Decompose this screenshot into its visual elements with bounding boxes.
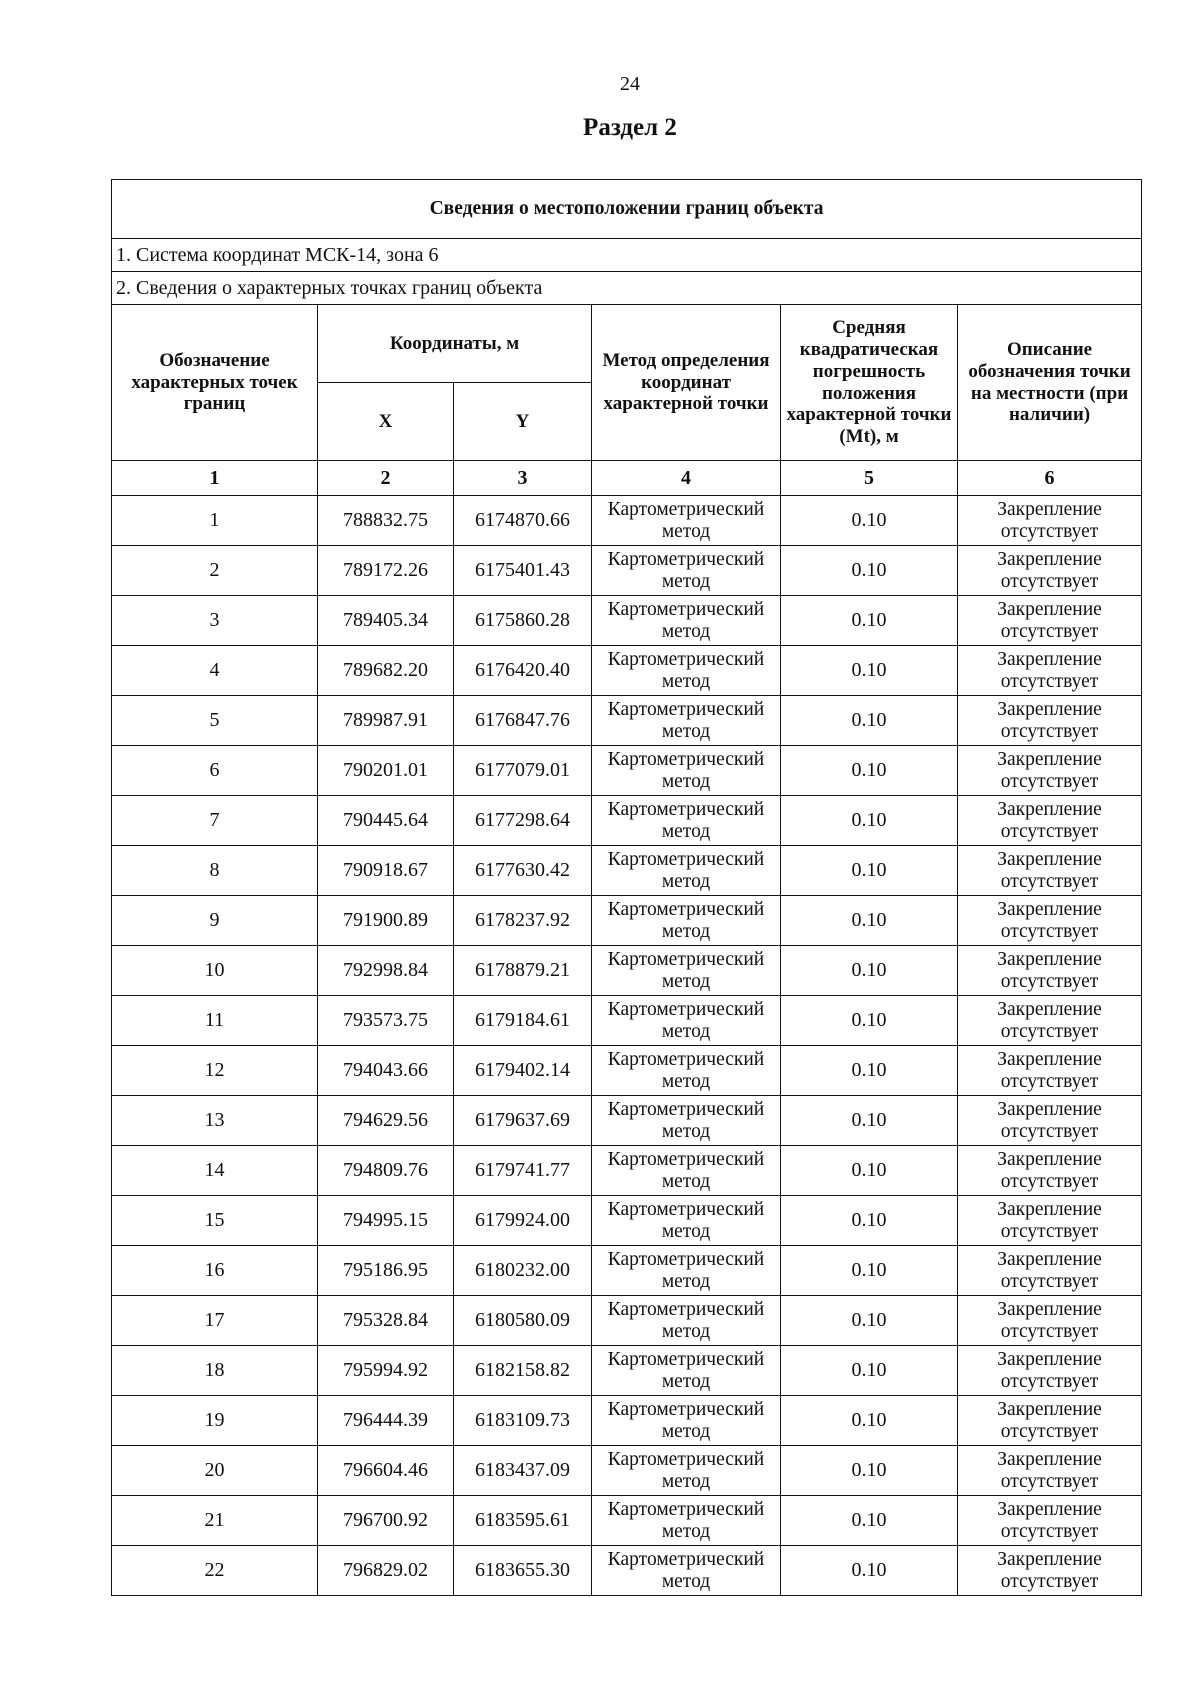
- method-line: метод: [661, 570, 711, 592]
- page-number: 24: [620, 73, 640, 95]
- error-value: 0.10: [781, 846, 958, 896]
- description-line: отсутствует: [1000, 1470, 1099, 1492]
- description-cell: [958, 1296, 1142, 1346]
- method-line: Картометрический: [607, 899, 765, 921]
- point-number: 20: [112, 1446, 318, 1496]
- method-cell: [592, 646, 781, 696]
- column-number: 3: [454, 461, 592, 496]
- error-value: 0.10: [781, 1396, 958, 1446]
- method-line: метод: [661, 720, 711, 742]
- table-row: [112, 896, 1142, 946]
- table-row: [112, 796, 1142, 846]
- method-cell: [592, 1096, 781, 1146]
- method-line: Картометрический: [607, 1449, 765, 1471]
- table-row: [112, 1446, 1142, 1496]
- method-cell: [592, 1246, 781, 1296]
- method-line: Картометрический: [607, 1399, 765, 1421]
- coord-x: 789405.34: [318, 596, 454, 646]
- description-line: Закрепление: [997, 699, 1102, 721]
- method-line: метод: [661, 1470, 711, 1492]
- method-line: метод: [661, 1220, 711, 1242]
- method-line: метод: [661, 870, 711, 892]
- method-cell: [592, 1546, 781, 1596]
- table-row: [112, 1546, 1142, 1596]
- method-cell: [592, 1046, 781, 1096]
- coord-y: 6179741.77: [454, 1146, 592, 1196]
- boundary-points-table: [111, 179, 1142, 1596]
- error-value: 0.10: [781, 1546, 958, 1596]
- table-row: [112, 496, 1142, 546]
- description-line: Закрепление: [997, 1349, 1102, 1371]
- method-line: Картометрический: [607, 1149, 765, 1171]
- point-number: 7: [112, 796, 318, 846]
- error-value: 0.10: [781, 746, 958, 796]
- description-line: отсутствует: [1000, 920, 1099, 942]
- coord-x: 788832.75: [318, 496, 454, 546]
- point-number: 21: [112, 1496, 318, 1546]
- method-line: метод: [661, 1270, 711, 1292]
- description-cell: [958, 1196, 1142, 1246]
- description-cell: [958, 1246, 1142, 1296]
- point-number: 4: [112, 646, 318, 696]
- description-line: Закрепление: [997, 799, 1102, 821]
- error-value: 0.10: [781, 696, 958, 746]
- description-line: Закрепление: [997, 1399, 1102, 1421]
- column-number: 5: [781, 461, 958, 496]
- method-cell: [592, 1396, 781, 1446]
- coord-x: 793573.75: [318, 996, 454, 1046]
- method-cell: [592, 796, 781, 846]
- method-cell: [592, 746, 781, 796]
- description-line: Закрепление: [997, 499, 1102, 521]
- method-line: метод: [661, 1320, 711, 1342]
- table-row: [112, 996, 1142, 1046]
- point-number: 18: [112, 1346, 318, 1396]
- table-row: [112, 1496, 1142, 1546]
- method-line: метод: [661, 1420, 711, 1442]
- error-value: 0.10: [781, 1446, 958, 1496]
- coord-y: 6178879.21: [454, 946, 592, 996]
- method-cell: [592, 496, 781, 546]
- description-line: Закрепление: [997, 1499, 1102, 1521]
- point-number: 15: [112, 1196, 318, 1246]
- method-line: Картометрический: [607, 1099, 765, 1121]
- description-line: отсутствует: [1000, 1120, 1099, 1142]
- coord-x: 789172.26: [318, 546, 454, 596]
- method-line: метод: [661, 1120, 711, 1142]
- description-line: Закрепление: [997, 1149, 1102, 1171]
- description-line: Закрепление: [997, 599, 1102, 621]
- point-number: 6: [112, 746, 318, 796]
- description-line: Закрепление: [997, 749, 1102, 771]
- coord-y: 6179637.69: [454, 1096, 592, 1146]
- method-line: Картометрический: [607, 849, 765, 871]
- coord-y: 6179402.14: [454, 1046, 592, 1096]
- table-row: [112, 1396, 1142, 1446]
- table-row: [112, 1146, 1142, 1196]
- header-method: Метод определения координат характерной точки: [592, 305, 781, 461]
- header-coordinates: Координаты, м: [318, 305, 592, 383]
- method-line: Картометрический: [607, 499, 765, 521]
- table-row: [112, 746, 1142, 796]
- header-x: X: [318, 383, 454, 461]
- coord-y: 6175860.28: [454, 596, 592, 646]
- coord-y: 6177079.01: [454, 746, 592, 796]
- coord-x: 789682.20: [318, 646, 454, 696]
- description-line: отсутствует: [1000, 1170, 1099, 1192]
- error-value: 0.10: [781, 646, 958, 696]
- description-line: отсутствует: [1000, 1370, 1099, 1392]
- description-cell: [958, 646, 1142, 696]
- description-line: Закрепление: [997, 899, 1102, 921]
- description-cell: [958, 1346, 1142, 1396]
- point-number: 10: [112, 946, 318, 996]
- point-number: 8: [112, 846, 318, 896]
- coord-y: 6176420.40: [454, 646, 592, 696]
- method-line: Картометрический: [607, 799, 765, 821]
- error-value: 0.10: [781, 996, 958, 1046]
- coord-x: 794809.76: [318, 1146, 454, 1196]
- description-line: Закрепление: [997, 1549, 1102, 1571]
- column-number: 1: [112, 461, 318, 496]
- table-row: [112, 1046, 1142, 1096]
- column-number: 6: [958, 461, 1142, 496]
- method-cell: [592, 946, 781, 996]
- point-number: 16: [112, 1246, 318, 1296]
- description-line: отсутствует: [1000, 970, 1099, 992]
- coord-x: 794043.66: [318, 1046, 454, 1096]
- point-number: 11: [112, 996, 318, 1046]
- table-row: [112, 1196, 1142, 1246]
- coord-x: 790201.01: [318, 746, 454, 796]
- method-line: Картометрический: [607, 1349, 765, 1371]
- method-line: Картометрический: [607, 949, 765, 971]
- method-cell: [592, 1296, 781, 1346]
- method-line: метод: [661, 670, 711, 692]
- table-row: [112, 1296, 1142, 1346]
- point-number: 14: [112, 1146, 318, 1196]
- description-cell: [958, 946, 1142, 996]
- description-cell: [958, 896, 1142, 946]
- coord-y: 6177298.64: [454, 796, 592, 846]
- table-row: [112, 1246, 1142, 1296]
- column-number: 2: [318, 461, 454, 496]
- description-cell: [958, 1396, 1142, 1446]
- description-line: отсутствует: [1000, 1070, 1099, 1092]
- coord-y: 6180232.00: [454, 1246, 592, 1296]
- error-value: 0.10: [781, 1046, 958, 1096]
- description-line: Закрепление: [997, 1049, 1102, 1071]
- coord-y: 6174870.66: [454, 496, 592, 546]
- header-error: Средняя квадратическая погрешность положения характерной точки (Mt), м: [781, 305, 958, 461]
- method-line: Картометрический: [607, 649, 765, 671]
- coord-x: 790445.64: [318, 796, 454, 846]
- method-line: Картометрический: [607, 1199, 765, 1221]
- description-line: отсутствует: [1000, 1320, 1099, 1342]
- table-row: [112, 646, 1142, 696]
- point-number: 9: [112, 896, 318, 946]
- coord-y: 6178237.92: [454, 896, 592, 946]
- method-line: Картометрический: [607, 1049, 765, 1071]
- method-line: метод: [661, 920, 711, 942]
- description-line: Закрепление: [997, 999, 1102, 1021]
- method-line: Картометрический: [607, 699, 765, 721]
- description-line: отсутствует: [1000, 620, 1099, 642]
- error-value: 0.10: [781, 546, 958, 596]
- description-line: Закрепление: [997, 1249, 1102, 1271]
- coord-y: 6176847.76: [454, 696, 592, 746]
- section-title: Раздел 2: [583, 114, 677, 141]
- point-number: 2: [112, 546, 318, 596]
- description-line: отсутствует: [1000, 720, 1099, 742]
- error-value: 0.10: [781, 1196, 958, 1246]
- description-line: отсутствует: [1000, 1220, 1099, 1242]
- point-number: 3: [112, 596, 318, 646]
- method-line: метод: [661, 770, 711, 792]
- description-line: Закрепление: [997, 849, 1102, 871]
- error-value: 0.10: [781, 1496, 958, 1546]
- table-row: [112, 846, 1142, 896]
- coord-y: 6183437.09: [454, 1446, 592, 1496]
- method-line: Картометрический: [607, 599, 765, 621]
- table-row: [112, 596, 1142, 646]
- coord-y: 6183595.61: [454, 1496, 592, 1546]
- error-value: 0.10: [781, 1146, 958, 1196]
- method-cell: [592, 546, 781, 596]
- description-line: Закрепление: [997, 549, 1102, 571]
- coord-x: 796604.46: [318, 1446, 454, 1496]
- method-line: метод: [661, 970, 711, 992]
- error-value: 0.10: [781, 1096, 958, 1146]
- coord-y: 6180580.09: [454, 1296, 592, 1346]
- error-value: 0.10: [781, 896, 958, 946]
- description-line: отсутствует: [1000, 1270, 1099, 1292]
- method-line: Картометрический: [607, 1299, 765, 1321]
- method-cell: [592, 596, 781, 646]
- point-number: 13: [112, 1096, 318, 1146]
- description-line: отсутствует: [1000, 1520, 1099, 1542]
- description-line: отсутствует: [1000, 1420, 1099, 1442]
- method-line: метод: [661, 1370, 711, 1392]
- coord-y: 6175401.43: [454, 546, 592, 596]
- coord-x: 796444.39: [318, 1396, 454, 1446]
- point-number: 22: [112, 1546, 318, 1596]
- table-row: [112, 696, 1142, 746]
- description-cell: [958, 1046, 1142, 1096]
- method-cell: [592, 896, 781, 946]
- coord-x: 795328.84: [318, 1296, 454, 1346]
- table-row: [112, 1346, 1142, 1396]
- coord-x: 789987.91: [318, 696, 454, 746]
- method-line: метод: [661, 1520, 711, 1542]
- method-line: метод: [661, 1570, 711, 1592]
- method-line: метод: [661, 1020, 711, 1042]
- coord-x: 792998.84: [318, 946, 454, 996]
- method-cell: [592, 696, 781, 746]
- point-number: 17: [112, 1296, 318, 1346]
- point-number: 5: [112, 696, 318, 746]
- coord-x: 795994.92: [318, 1346, 454, 1396]
- coord-y: 6179184.61: [454, 996, 592, 1046]
- coord-x: 794995.15: [318, 1196, 454, 1246]
- description-line: Закрепление: [997, 1099, 1102, 1121]
- error-value: 0.10: [781, 1296, 958, 1346]
- description-cell: [958, 496, 1142, 546]
- method-line: Картометрический: [607, 1549, 765, 1571]
- method-cell: [592, 1496, 781, 1546]
- coord-x: 790918.67: [318, 846, 454, 896]
- method-line: метод: [661, 1070, 711, 1092]
- method-cell: [592, 1446, 781, 1496]
- coord-x: 794629.56: [318, 1096, 454, 1146]
- description-cell: [958, 1496, 1142, 1546]
- coord-x: 795186.95: [318, 1246, 454, 1296]
- description-line: отсутствует: [1000, 870, 1099, 892]
- coord-y: 6183109.73: [454, 1396, 592, 1446]
- coord-y: 6182158.82: [454, 1346, 592, 1396]
- description-line: Закрепление: [997, 1199, 1102, 1221]
- error-value: 0.10: [781, 946, 958, 996]
- table-row: [112, 946, 1142, 996]
- description-cell: [958, 1446, 1142, 1496]
- error-value: 0.10: [781, 1246, 958, 1296]
- column-number-row: [112, 461, 1142, 496]
- header-description: Описание обозначения точки на местности (при наличии): [958, 305, 1142, 461]
- description-cell: [958, 1096, 1142, 1146]
- description-cell: [958, 696, 1142, 746]
- method-line: Картометрический: [607, 999, 765, 1021]
- method-line: Картометрический: [607, 749, 765, 771]
- method-line: метод: [661, 820, 711, 842]
- method-cell: [592, 846, 781, 896]
- method-line: Картометрический: [607, 1249, 765, 1271]
- table-title: Сведения о местоположении границ объекта: [112, 180, 1142, 239]
- column-number: 4: [592, 461, 781, 496]
- description-cell: [958, 996, 1142, 1046]
- description-line: отсутствует: [1000, 570, 1099, 592]
- method-line: Картометрический: [607, 549, 765, 571]
- description-line: отсутствует: [1000, 1570, 1099, 1592]
- coordinate-system-line: 1. Система координат МСК-14, зона 6: [112, 239, 1142, 272]
- coord-y: 6177630.42: [454, 846, 592, 896]
- description-cell: [958, 846, 1142, 896]
- description-line: отсутствует: [1000, 770, 1099, 792]
- table-row: [112, 1096, 1142, 1146]
- header-y: Y: [454, 383, 592, 461]
- method-cell: [592, 1196, 781, 1246]
- point-number: 1: [112, 496, 318, 546]
- description-line: отсутствует: [1000, 520, 1099, 542]
- error-value: 0.10: [781, 1346, 958, 1396]
- method-line: метод: [661, 1170, 711, 1192]
- method-line: Картометрический: [607, 1499, 765, 1521]
- coord-y: 6183655.30: [454, 1546, 592, 1596]
- description-line: отсутствует: [1000, 670, 1099, 692]
- description-cell: [958, 546, 1142, 596]
- error-value: 0.10: [781, 596, 958, 646]
- method-cell: [592, 1346, 781, 1396]
- description-cell: [958, 746, 1142, 796]
- error-value: 0.10: [781, 796, 958, 846]
- error-value: 0.10: [781, 496, 958, 546]
- point-number: 19: [112, 1396, 318, 1446]
- coord-x: 796700.92: [318, 1496, 454, 1546]
- table-row: [112, 546, 1142, 596]
- header-designation: Обозначение характерных точек границ: [112, 305, 318, 461]
- point-number: 12: [112, 1046, 318, 1096]
- coord-x: 791900.89: [318, 896, 454, 946]
- method-cell: [592, 1146, 781, 1196]
- coord-x: 796829.02: [318, 1546, 454, 1596]
- description-cell: [958, 796, 1142, 846]
- method-cell: [592, 996, 781, 1046]
- method-line: метод: [661, 520, 711, 542]
- method-line: метод: [661, 620, 711, 642]
- description-line: Закрепление: [997, 949, 1102, 971]
- points-info-line: 2. Сведения о характерных точках границ объекта: [112, 272, 1142, 305]
- description-line: отсутствует: [1000, 820, 1099, 842]
- description-line: Закрепление: [997, 1449, 1102, 1471]
- description-line: Закрепление: [997, 649, 1102, 671]
- description-cell: [958, 596, 1142, 646]
- description-cell: [958, 1146, 1142, 1196]
- description-line: отсутствует: [1000, 1020, 1099, 1042]
- description-cell: [958, 1546, 1142, 1596]
- description-line: Закрепление: [997, 1299, 1102, 1321]
- coord-y: 6179924.00: [454, 1196, 592, 1246]
